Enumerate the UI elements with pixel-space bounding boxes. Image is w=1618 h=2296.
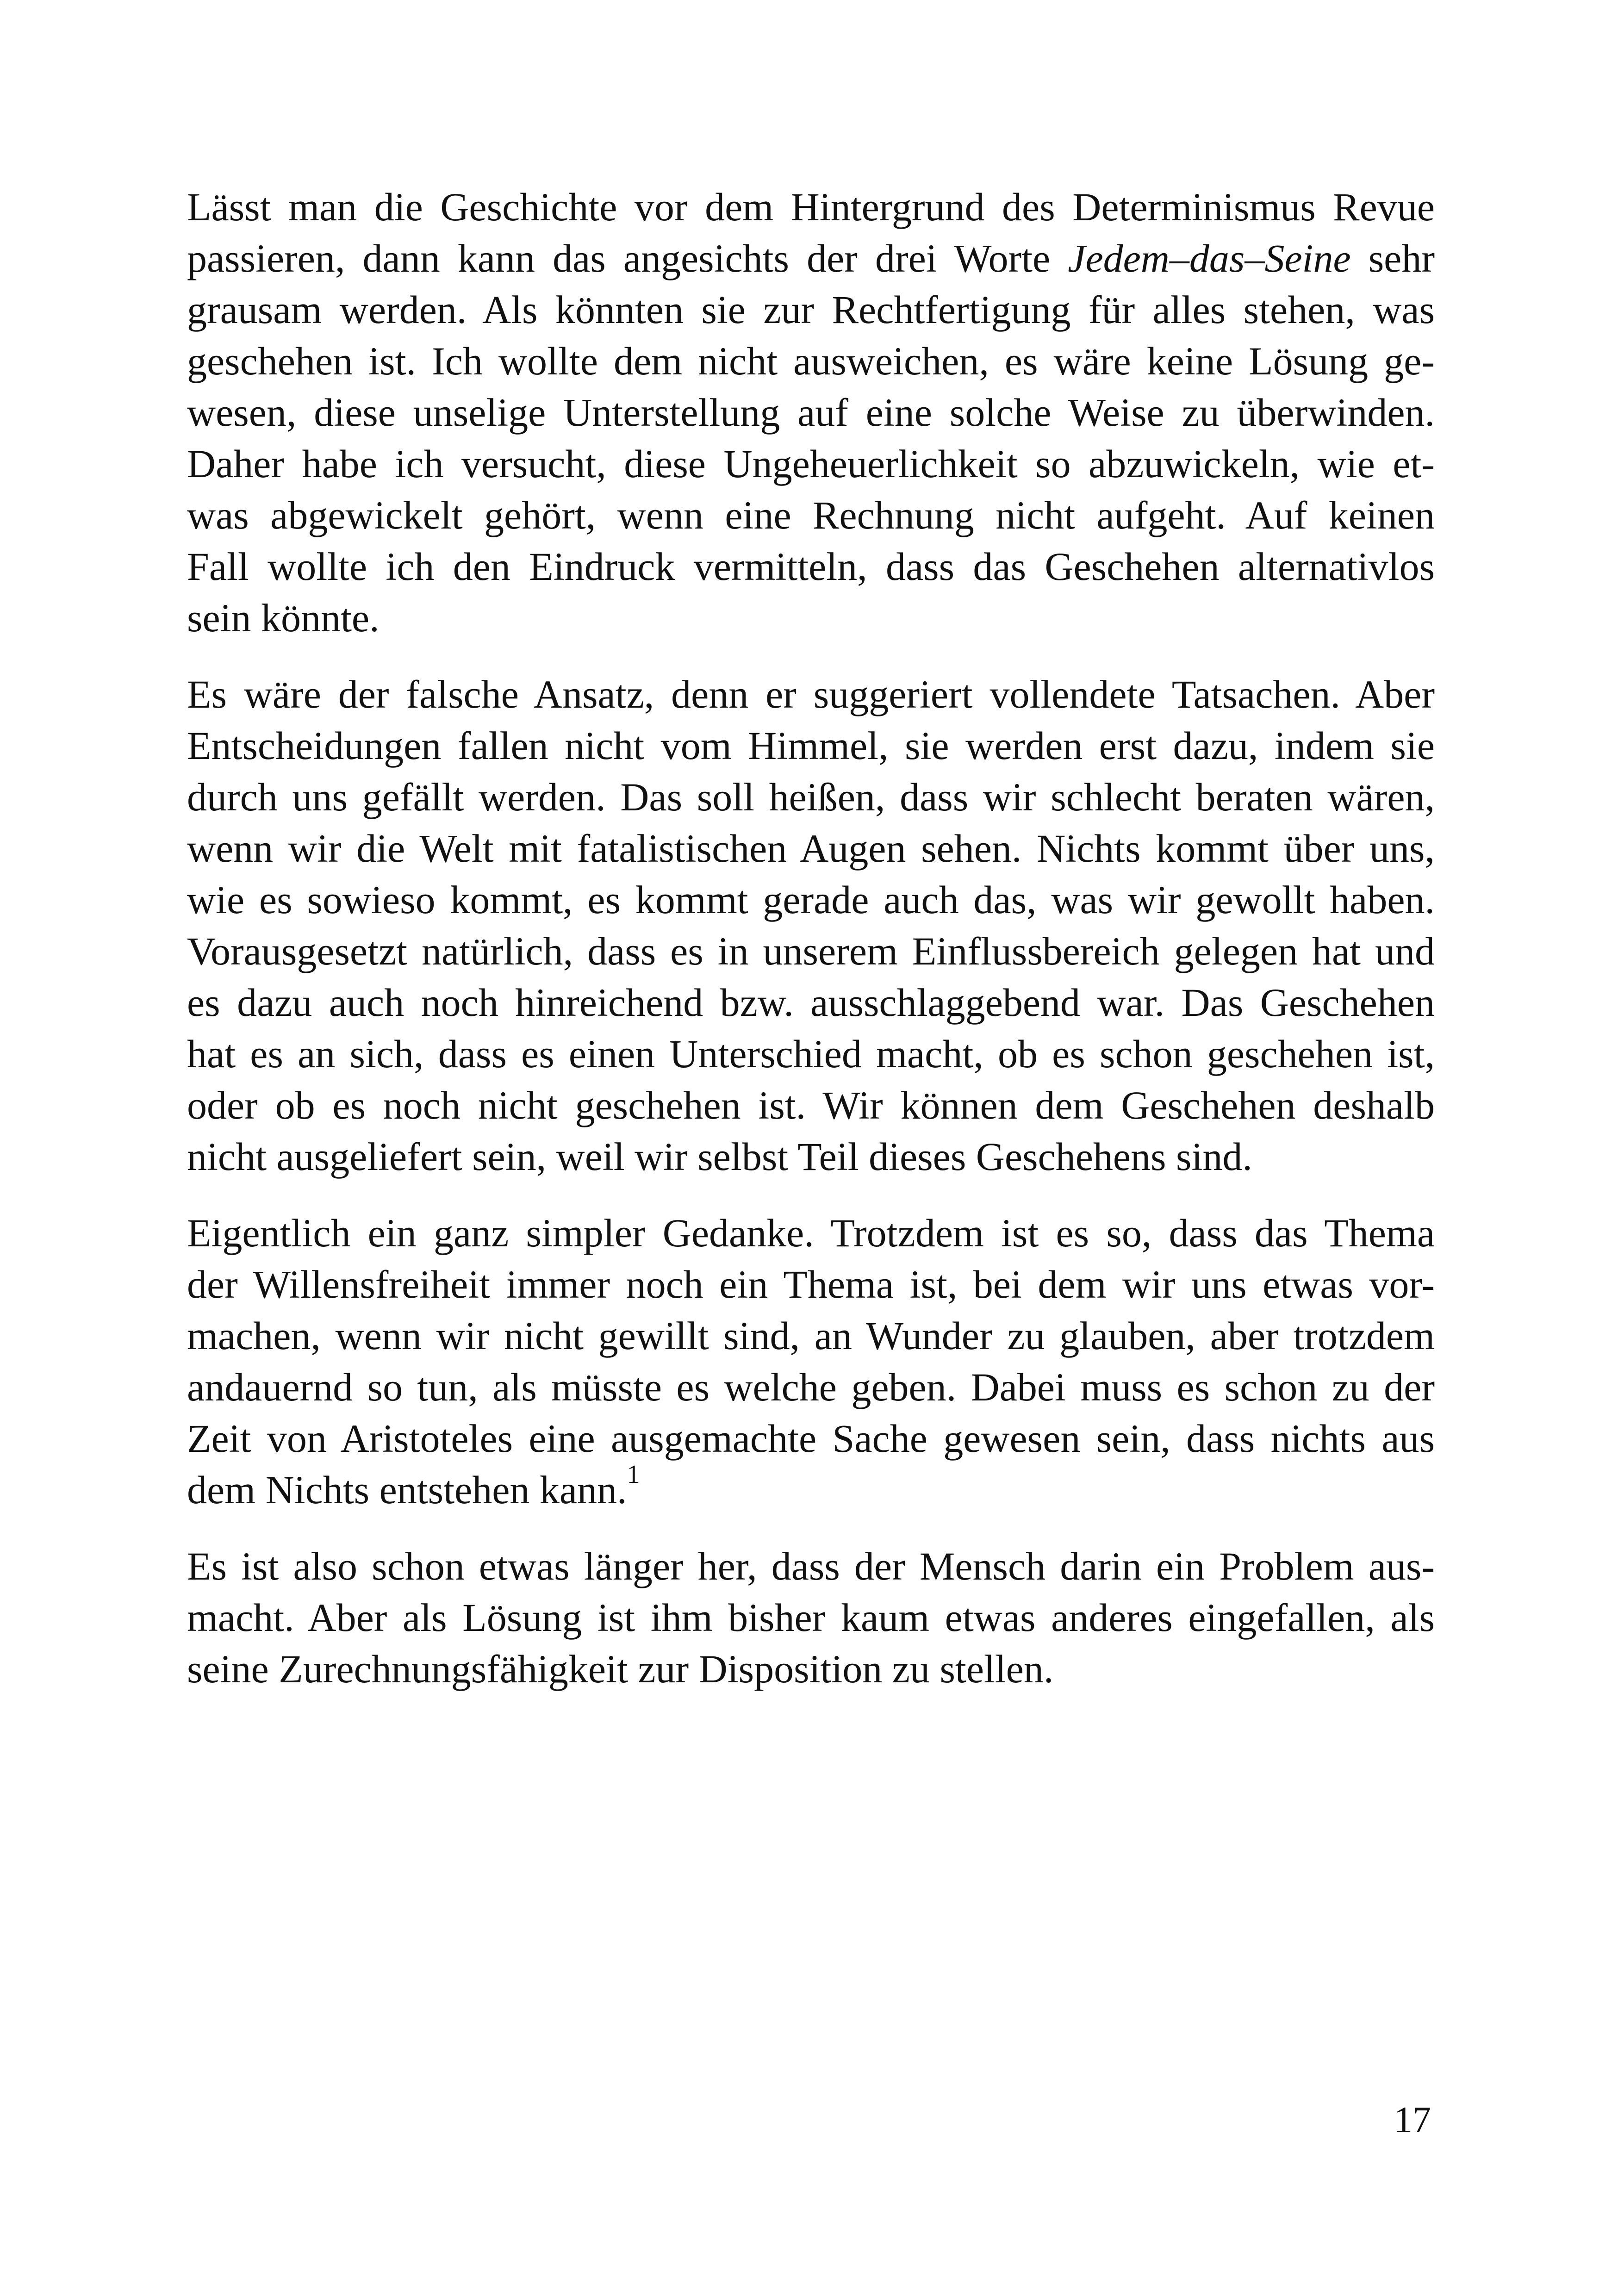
text-run: dem Nichts entstehen kann.	[187, 1468, 627, 1512]
text-line: Es ist also schon etwas länger her, dass der Mensch darin ein Problem aus-	[187, 1544, 1435, 1588]
text-line: grausam werden. Als könnten sie zur Rechtfertigung für alles stehen, was	[187, 287, 1435, 332]
page-number: 17	[1394, 2100, 1431, 2140]
footnote-reference[interactable]: 1	[627, 1460, 640, 1489]
text-line: Vorausgesetzt natürlich, dass es in unserem Einflussbereich gelegen hat und	[187, 929, 1435, 973]
text-run: sehr	[1350, 236, 1435, 280]
text-run: passieren, dann kann das angesichts der drei Worte	[187, 236, 1068, 280]
text-line: Lässt man die Geschichte vor dem Hintergrund des Determinismus Revue	[187, 185, 1435, 229]
text-line: machen, wenn wir nicht gewillt sind, an Wunder zu glauben, aber trotzdem	[187, 1313, 1435, 1358]
body-text	[187, 181, 1435, 1720]
text-line: geschehen ist. Ich wollte dem nicht ausweichen, es wäre keine Lösung ge-	[187, 339, 1435, 383]
text-line: was abgewickelt gehört, wenn eine Rechnung nicht aufgeht. Auf keinen	[187, 493, 1435, 537]
emphasis-phrase: Jedem–das–Seine	[1068, 236, 1351, 280]
text-line: nicht ausgeliefert sein, weil wir selbst Teil dieses Geschehens sind.	[187, 1134, 1252, 1179]
paragraph-1	[187, 181, 1435, 644]
text-line	[187, 233, 1435, 284]
text-line: wie es sowieso kommt, es kommt gerade auch das, was wir gewollt haben.	[187, 877, 1435, 922]
text-line: Zeit von Aristoteles eine ausgemachte Sache gewesen sein, dass nichts aus	[187, 1416, 1435, 1461]
text-line: Entscheidungen fallen nicht vom Himmel, sie werden erst dazu, indem sie	[187, 723, 1435, 768]
text-line: der Willensfreiheit immer noch ein Thema ist, bei dem wir uns etwas vor-	[187, 1262, 1435, 1307]
text-line: Fall wollte ich den Eindruck vermitteln, dass das Geschehen alternativlos	[187, 544, 1435, 589]
text-line: hat es an sich, dass es einen Unterschied macht, ob es schon geschehen ist,	[187, 1032, 1435, 1076]
text-line: Es wäre der falsche Ansatz, denn er suggeriert vollendete Tatsachen. Aber	[187, 672, 1435, 716]
text-line: Daher habe ich versucht, diese Ungeheuerlichkeit so abzuwickeln, wie et-	[187, 442, 1435, 486]
text-line: wesen, diese unselige Unterstellung auf eine solche Weise zu überwinden.	[187, 390, 1435, 435]
text-line: seine Zurechnungsfähigkeit zur Disposition zu stellen.	[187, 1647, 1054, 1691]
paragraph-3	[187, 1207, 1435, 1516]
paragraph-2	[187, 669, 1435, 1182]
text-line: Eigentlich ein ganz simpler Gedanke. Trotzdem ist es so, dass das Thema	[187, 1211, 1435, 1255]
text-line: sein könnte.	[187, 596, 380, 640]
text-line: oder ob es noch nicht geschehen ist. Wir können dem Geschehen deshalb	[187, 1083, 1435, 1127]
text-line	[187, 1460, 1435, 1516]
text-line: wenn wir die Welt mit fatalistischen Augen sehen. Nichts kommt über uns,	[187, 826, 1435, 871]
text-line: andauernd so tun, als müsste es welche geben. Dabei muss es schon zu der	[187, 1365, 1435, 1409]
paragraph-4	[187, 1541, 1435, 1695]
text-line: es dazu auch noch hinreichend bzw. ausschlaggebend war. Das Geschehen	[187, 980, 1435, 1025]
text-line: durch uns gefällt werden. Das soll heißen, dass wir schlecht beraten wären,	[187, 775, 1435, 819]
text-line: macht. Aber als Lösung ist ihm bisher kaum etwas anderes eingefallen, als	[187, 1595, 1435, 1640]
